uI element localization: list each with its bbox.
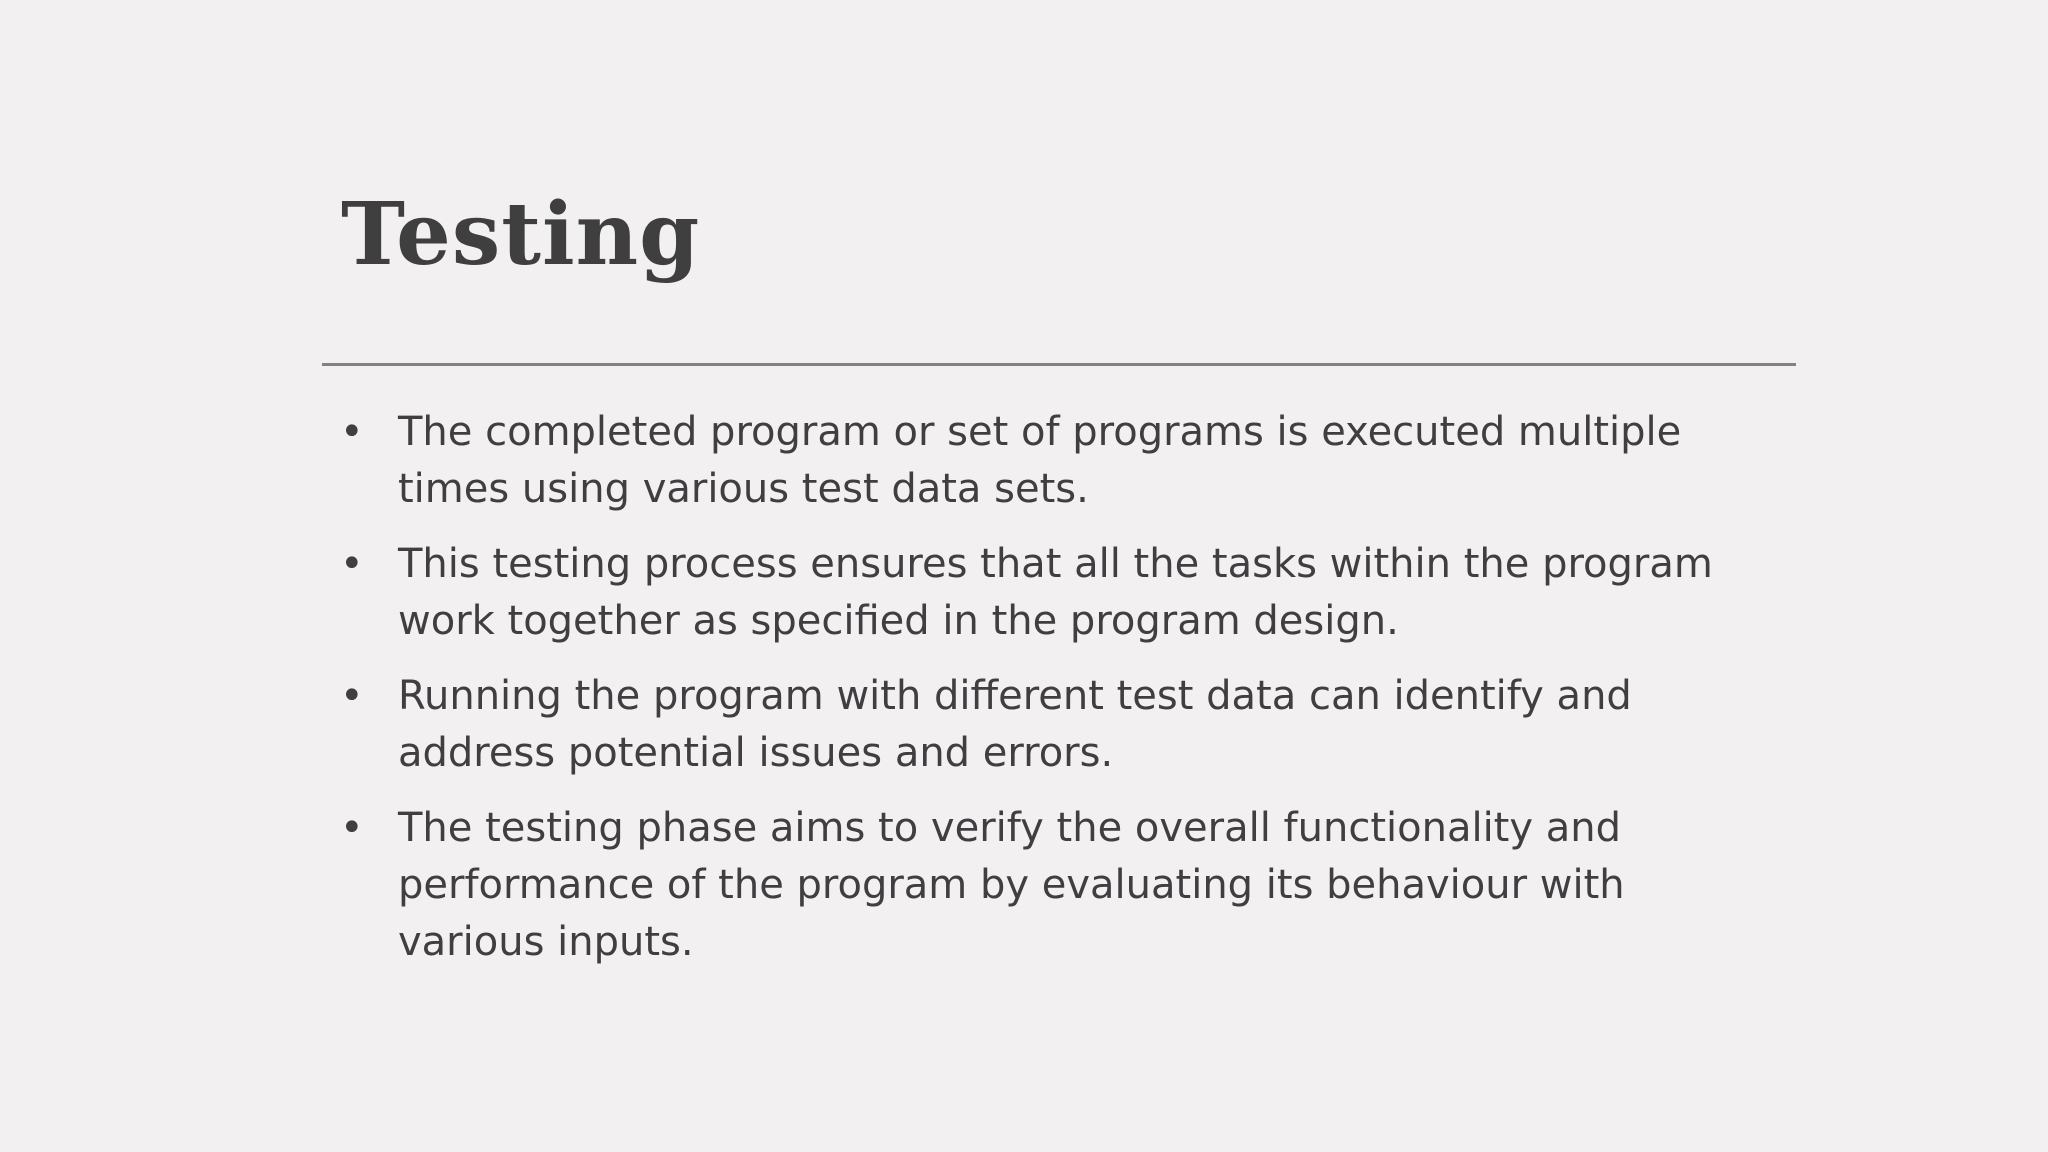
bullet-item: [340, 800, 1780, 971]
slide-title: Testing: [341, 184, 701, 285]
bullet-text: The completed program or set of programs is executed multiple times using various test data sets.: [398, 409, 1682, 512]
bullet-dot-icon: •: [340, 805, 364, 851]
bullet-text: The testing phase aims to verify the overall functionality and performance of the program by evaluating its behaviour with various inputs.: [398, 805, 1625, 965]
bullet-dot-icon: •: [340, 541, 364, 587]
title-divider: [322, 363, 1796, 366]
bullet-list: [340, 404, 1780, 989]
bullet-text: This testing process ensures that all the tasks within the program work together as specified in the program design.: [398, 541, 1713, 644]
bullet-item: [340, 404, 1780, 518]
bullet-text: Running the program with different test data can identify and address potential issues and errors.: [398, 673, 1632, 776]
bullet-item: [340, 536, 1780, 650]
bullet-dot-icon: •: [340, 673, 364, 719]
bullet-item: [340, 668, 1780, 782]
bullet-dot-icon: •: [340, 409, 364, 455]
